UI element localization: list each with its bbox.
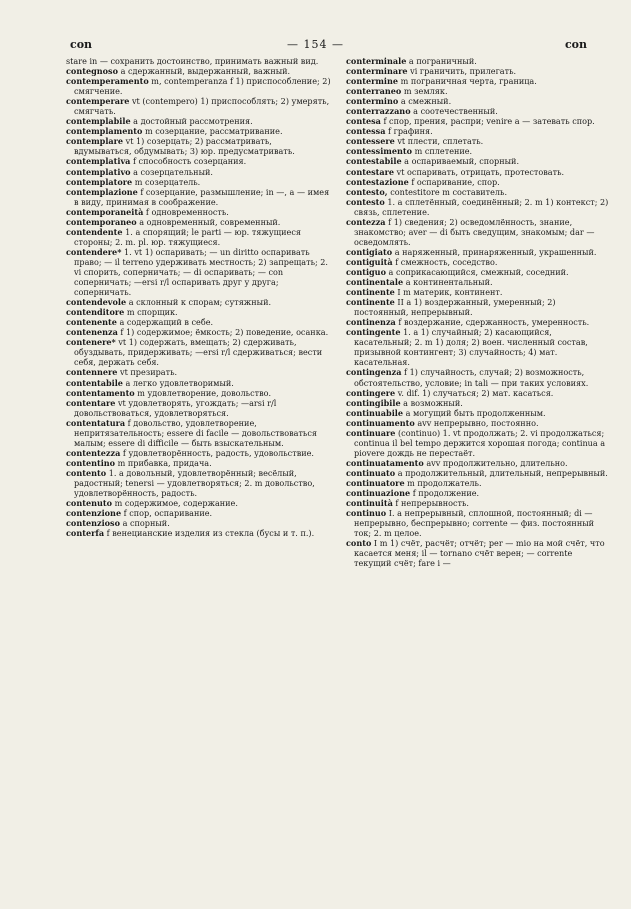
entry-headword: continente (346, 287, 395, 298)
entry-headword: contenditore (66, 307, 125, 318)
dictionary-entry: contendente 1. a спорящий; le parti — юр. тяжущиеся стороны; 2. m. pl. юр. тяжущиеся. (66, 226, 301, 247)
entry-headword: contermine (346, 76, 399, 87)
entry-headword: contentare (66, 397, 116, 408)
left-column (66, 56, 331, 538)
dictionary-entry: conterminare vi граничить, прилегать. (346, 66, 517, 77)
entry-headword: contemperare (66, 96, 130, 107)
entry-headword: contenenza (66, 327, 118, 338)
entry-headword: contingibile (346, 397, 401, 408)
dictionary-entry: contemplamento m созерцание, рассматривание. (66, 126, 283, 137)
entry-headword: contesa (346, 116, 381, 127)
entry-headword: continentale (346, 277, 404, 288)
dictionary-entry: contendere* 1. vt 1) оспаривать; — un diritto оспаривать право; — il terreno удерживать местность; 2) запрещать; 2. vi спорить, соперничать; — di оспаривать; — con соперничать; —ersi r/l оспаривать друг у друга; соперничать. (66, 246, 328, 298)
dictionary-entry: contemplabile a достойный рассмотрения. (66, 116, 253, 127)
entry-headword: conterminо (346, 96, 399, 107)
dictionary-entry: contemperamento m, contemperanza f 1) приспособление; 2) смягчение. (66, 76, 331, 97)
dictionary-entry: continuatamento avv продолжительно, длительно. (346, 457, 568, 468)
entry-headword: contingente (346, 327, 401, 338)
entry-headword: contemplabile (66, 116, 131, 127)
dictionary-entry: contentatura f довольство, удовлетворение, непритязательность; essere di facile — довольствоваться малым; essere di difficile — быть взыскательным. (66, 417, 317, 448)
dictionary-entry: contezza f 1) сведения; 2) осведомлённость, знание, знакомство; aver — di быть сведущим, знакомым; dar — осведомлять. (346, 216, 595, 247)
entry-headword: contessa (346, 126, 386, 137)
dictionary-entry: contemplativa f способность созерцания. (66, 156, 247, 167)
entry-headword: contentatura (66, 417, 126, 428)
dictionary-entry: contentezza f удовлетворённость, радость, удовольствие. (66, 447, 315, 458)
entry-headword: contentezza (66, 447, 121, 458)
entry-headword: continuabile (346, 407, 403, 418)
entry-headword: contentamento (66, 387, 135, 398)
dictionary-entry: contiguità f смежность, соседство. (346, 256, 498, 267)
entry-headword: contentabile (66, 377, 123, 388)
entry-headword: continuare (346, 427, 396, 438)
dictionary-entry: contigiato a наряженный, принаряженный, украшенный. (346, 246, 597, 257)
entry-headword: contemplativa (66, 156, 131, 167)
dictionary-entry: contemperare vt (contempero) 1) приспособлять; 2) умерять, смягчать. (66, 96, 330, 117)
entry-headword: continuo (346, 508, 387, 519)
entry-headword: conterfa (66, 528, 105, 539)
dictionary-entry: conterraneo m земляк. (346, 86, 448, 97)
dictionary-entry: continenza f воздержание, сдержанность, умеренность. (346, 317, 590, 328)
entry-headword: continuatore (346, 477, 405, 488)
entry-headword: continuamento (346, 417, 415, 428)
entry-headword: continuatamento (346, 457, 424, 468)
dictionary-entry: continente I m материк, континент. (346, 287, 503, 298)
dictionary-entry: contenenza f 1) содержимое; ёмкость; 2) поведение, осанка. (66, 327, 329, 338)
header-left-guide-word: con (70, 38, 93, 51)
entry-headword: contendente (66, 226, 123, 237)
dictionary-entry: conto I m 1) счёт, расчёт; отчёт; per — mio на мой счёт, что касается меня; il — tornano счёт верен; — corrente текущий счёт; fare i — (346, 538, 605, 569)
entry-headword: contemplatore (66, 176, 133, 187)
entry-headword: contentino (66, 457, 116, 468)
entry-headword: conterraneo (346, 86, 402, 97)
dictionary-entry: contessa f графиня. (346, 126, 433, 137)
dictionary-entry: continuare (continuo) 1. vt продолжать; 2. vi продолжаться; continua il bel tempo держится хорошая погода; continua a piovere дождь не перестаёт. (346, 427, 606, 458)
dictionary-entry: contento 1. a довольный, удовлетворённый; весёлый, радостный; tenersi — удовлетворяться; 2. m довольство, удовлетворённость, радость. (66, 467, 315, 499)
entry-headword: contennere (66, 367, 118, 378)
entry-headword: contendere* (66, 246, 122, 257)
entry-headword: contessimento (346, 146, 413, 157)
entry-headword: contemporaneità (66, 206, 144, 217)
dictionary-entry: contenzioso a спорный. (66, 518, 170, 529)
entry-headword: contenzione (66, 508, 122, 519)
entry-headword: contemporaneo (66, 216, 137, 227)
entry-headword: conterminare (346, 66, 408, 77)
dictionary-entry: continuatore m продолжатель. (346, 477, 482, 488)
entry-headword: conterrazzano (346, 106, 411, 117)
dictionary-entry: conterminо a смежный. (346, 96, 452, 107)
entry-headword: continuato (346, 467, 396, 478)
entry-headword: contemplamento (66, 126, 143, 137)
dictionary-entry: contenditore m спорщик. (66, 307, 178, 318)
dictionary-entry: contesto, contestitore m составитель. (346, 186, 508, 197)
entry-headword: contesto (346, 196, 385, 207)
dictionary-entry: contesa f спор, прения, распри; venire a — затевать спор. (346, 116, 595, 127)
entry-headword: contessere (346, 136, 395, 147)
dictionary-entry: contemplativo a созерцательный. (66, 166, 213, 177)
entry-headword: contesto, (346, 186, 388, 197)
entry-headword: contezza (346, 216, 386, 227)
dictionary-entry: contemplazione f созерцание, размышление; in —, a — имея в виду, принимая в соображение. (66, 186, 330, 207)
dictionary-entry: contenzione f спор, оспаривание. (66, 508, 213, 519)
entry-headword: contenere* (66, 337, 116, 348)
entry-headword: contemplare (66, 136, 124, 147)
dictionary-entry: contemplatore m созерцатель. (66, 176, 201, 187)
dictionary-entry: contestazione f оспаривание, спор. (346, 176, 500, 187)
dictionary-entry: contennere vt презирать. (66, 367, 178, 378)
dictionary-entry: contessere vt плести, сплетать. (346, 136, 484, 147)
dictionary-entry: continuità f непрерывность. (346, 498, 469, 509)
dictionary-entry: contemporaneità f одновременность. (66, 206, 229, 217)
entry-headword: contestazione (346, 176, 409, 187)
dictionary-entry: continuo I. a непрерывный, сплошной, постоянный; di — непрерывно, беспрерывно; corrente — физ. постоянный ток; 2. m целое. (346, 508, 595, 539)
dictionary-entry: stare in — сохранить достоинство, принимать важный вид. (66, 56, 319, 66)
dictionary-entry: contentabile a легко удовлетворимый. (66, 377, 234, 388)
dictionary-entry: contendevole a склонный к спорам; сутяжный. (66, 297, 272, 308)
entry-headword: contenuto (66, 498, 113, 509)
dictionary-entry: contermine m пограничная черта, граница. (346, 76, 537, 87)
dictionary-entry: contenere* vt 1) содержать, вмещать; 2) сдерживать, обуздывать, придерживать; —ersi r/l сдерживаться; вести себя, держать себя. (66, 337, 323, 368)
entry-headword: contegnoso (66, 66, 118, 77)
entry-headword: continuazione (346, 488, 411, 499)
page-number: — 154 — (287, 38, 344, 51)
entry-headword: contento (66, 467, 107, 478)
dictionary-entry: contessimento m сплетение. (346, 146, 473, 157)
entry-headword: contestabile (346, 156, 402, 167)
dictionary-entry: contentino m прибавка, придача. (66, 457, 212, 468)
entry-headword: contingenza (346, 367, 402, 378)
entry-headword: conterminale (346, 56, 407, 66)
dictionary-entry: contegnoso a сдержанный, выдержанный, важный. (66, 66, 291, 77)
dictionary-entry: continuamento avv непрерывно, постоянно. (346, 417, 539, 428)
dictionary-entry: contesto 1. a сплетённый, соединённый; 2. m 1) контекст; 2) связь, сплетение. (346, 196, 609, 217)
entry-headword: contestare (346, 166, 395, 177)
entry-headword: contemperamento (66, 76, 149, 87)
dictionary-entry: continentale a континентальный. (346, 277, 493, 288)
entry-headword: contigiato (346, 246, 393, 257)
entry-headword: contemplazione (66, 186, 138, 197)
dictionary-entry: contingenza f 1) случайность, случай; 2) возможность, обстоятельство, условие; in tali — при таких условиях. (346, 367, 589, 388)
dictionary-entry: contemplare vt 1) созерцать; 2) рассматривать, вдумываться, обдумывать; 3) юр. предусматривать. (66, 136, 295, 157)
entry-headword: continuità (346, 498, 393, 509)
entry-headword: conto (346, 538, 372, 549)
entry-headword: continente (346, 297, 395, 308)
dictionary-entry: continente II a 1) воздержанный, умеренный; 2) постоянный, непрерывный. (346, 297, 556, 318)
dictionary-entry: conterminale a пограничный. (346, 56, 477, 66)
right-column (346, 56, 611, 568)
header-right-guide-word: con (564, 38, 587, 51)
dictionary-entry: conterrazzano a соотечественный. (346, 106, 498, 117)
dictionary-entry: contentare vt удовлетворять, угождать; —arsi r/l довольствоваться, удовлетворяться. (66, 397, 277, 418)
dictionary-entry: contestare vt оспаривать, отрицать, протестовать. (346, 166, 565, 177)
dictionary-entry: conterfa f венецианские изделия из стекла (бусы и т. п.). (66, 528, 315, 539)
entry-headword: contiguo (346, 266, 386, 277)
entry-headword: contiguità (346, 256, 393, 267)
dictionary-entry: continuazione f продолжение. (346, 488, 480, 499)
entry-headword: contingere (346, 387, 396, 398)
dictionary-entry: continuato a продолжительный, длительный, непрерывный. (346, 467, 608, 478)
entry-headword: contenzioso (66, 518, 121, 529)
dictionary-entry: contemporaneo a одновременный, современный. (66, 216, 281, 227)
dictionary-entry: contenente a содержащий в себе. (66, 317, 214, 328)
dictionary-entry: contenuto m содержимое, содержание. (66, 498, 238, 509)
dictionary-entry: continuabile a могущий быть продолженным. (346, 407, 546, 418)
dictionary-entry: contingente 1. a 1) случайный; 2) касающийся, касательный; 2. m 1) доля; 2) воен. численный состав, призывной контингент; 3) случайность; 4) мат. касательная. (346, 327, 588, 368)
entry-headword: contemplativo (66, 166, 131, 177)
entry-headword: continenza (346, 317, 396, 328)
entry-headword: contendevole (66, 297, 127, 308)
dictionary-entry: contiguo a соприкасающийся, смежный, соседний. (346, 266, 569, 277)
page-header (0, 38, 631, 52)
dictionary-entry: contingibile a возможный. (346, 397, 463, 408)
entry-headword: contenente (66, 317, 117, 328)
dictionary-entry: contentamento m удовлетворение, довольство. (66, 387, 272, 398)
dictionary-entry: contingere v. dif. 1) случаться; 2) мат. касаться. (346, 387, 554, 398)
dictionary-entry: contestabile a оспариваемый, спорный. (346, 156, 520, 167)
